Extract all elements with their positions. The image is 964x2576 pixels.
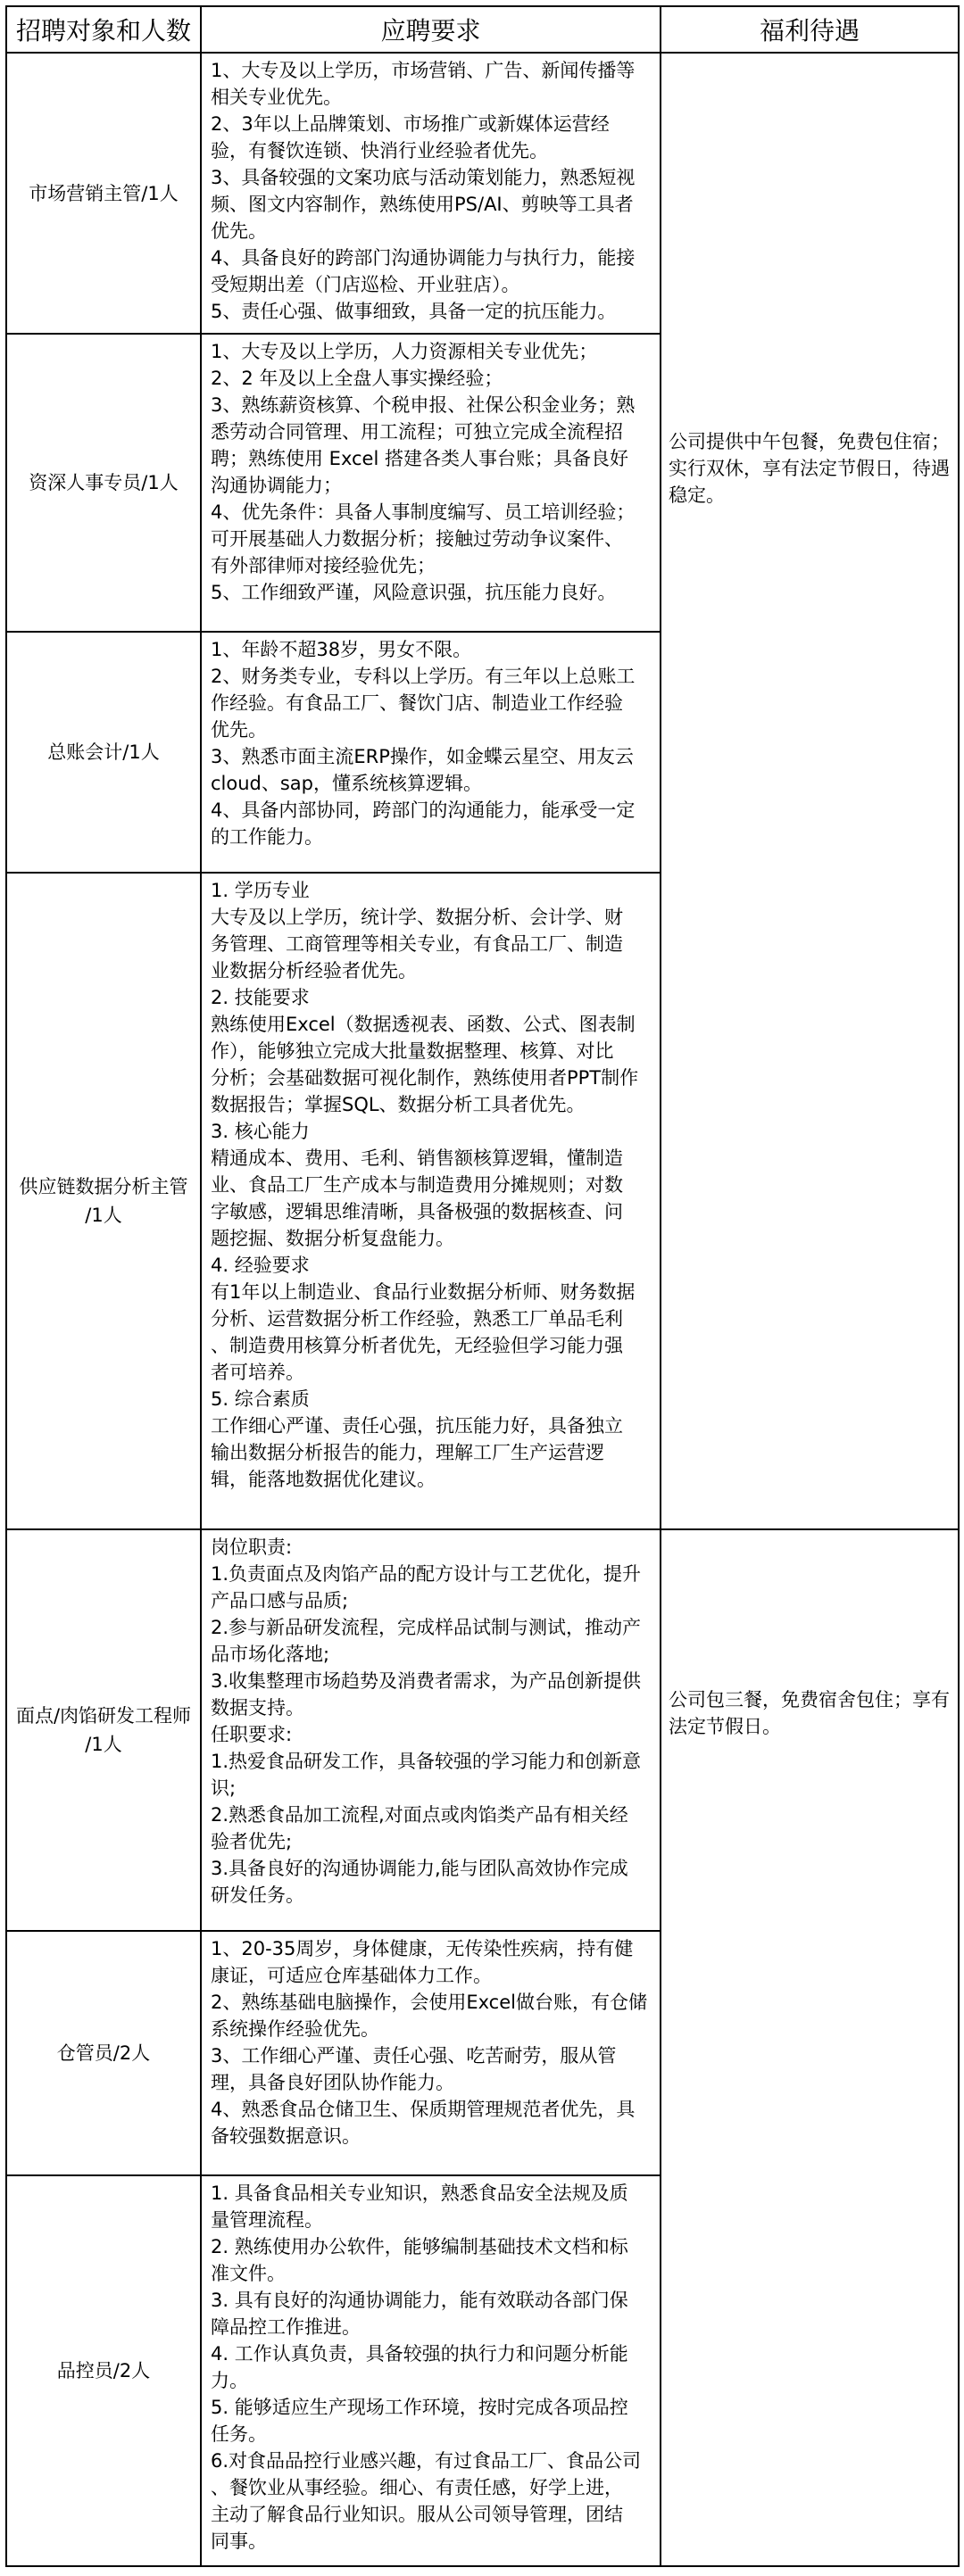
requirement-line: 作经验。有食品工厂、餐饮门店、制造业工作经验 xyxy=(211,692,623,714)
requirement-line: 系统操作经验优先。 xyxy=(211,2018,379,2040)
benefit-line: 实行双休，享有法定节假日，待遇 xyxy=(669,458,950,479)
requirement-line: 理，具备良好团队协作能力。 xyxy=(211,2072,454,2093)
requirement-line: 3.具备良好的沟通协调能力,能与团队高效协作完成 xyxy=(211,1858,628,1879)
requirement-line: 任务。 xyxy=(211,2423,267,2445)
requirement-line: 2.参与新品研发流程，完成样品试制与测试，推动产 xyxy=(211,1617,642,1638)
requirement-line: 4. 工作认真负责，具备较强的执行力和问题分析能 xyxy=(211,2343,628,2365)
requirement-line: 分析、运营数据分析工作经验，熟悉工厂单品毛利 xyxy=(211,1308,623,1329)
requirement-line: 大专及以上学历，统计学、数据分析、会计学、财 xyxy=(211,907,623,928)
requirements-cell xyxy=(201,2175,661,2566)
position-name-count: /1人 xyxy=(85,1205,122,1226)
position-cell xyxy=(6,632,201,873)
requirement-line: 有外部律师对接经验优先； xyxy=(211,555,436,576)
position-name-count: /1人 xyxy=(85,1734,122,1755)
requirement-line: 的工作能力。 xyxy=(211,826,323,848)
requirement-line: 有1年以上制造业、食品行业数据分析师、财务数据 xyxy=(211,1281,636,1303)
requirement-line: 频、图文内容制作，熟练使用PS/AI、剪映等工具者 xyxy=(211,194,634,215)
requirement-line: 1、大专及以上学历，市场营销、广告、新闻传播等 xyxy=(211,60,636,81)
requirement-line: 沟通协调能力； xyxy=(211,475,342,496)
requirement-line: 3、熟练薪资核算、个税申报、社保公积金业务；熟 xyxy=(211,394,636,416)
position-name: 总账会计/1人 xyxy=(47,741,160,763)
requirement-line: 可开展基础人力数据分析；接触过劳动争议案件、 xyxy=(211,528,623,550)
position-cell xyxy=(6,1529,201,1931)
requirement-line: cloud、sap，懂系统核算逻辑。 xyxy=(211,773,483,794)
requirement-line: 3.收集整理市场趋势及消费者需求，为产品创新提供 xyxy=(211,1670,642,1692)
requirement-line: 悉劳动合同管理、用工流程；可独立完成全流程招 xyxy=(211,421,623,443)
position-cell xyxy=(6,334,201,632)
requirement-line: 数据报告；掌握SQL、数据分析工具者优先。 xyxy=(211,1094,586,1115)
requirement-line: 产品口感与品质; xyxy=(211,1590,349,1611)
requirement-line: 3、具备较强的文案功底与活动策划能力，熟悉短视 xyxy=(211,167,636,188)
requirement-line: 1. 学历专业 xyxy=(211,880,310,901)
requirement-line: 力。 xyxy=(211,2370,248,2391)
requirement-line: 1. 具备食品相关专业知识，熟悉食品安全法规及质 xyxy=(211,2183,628,2204)
requirement-line: 优先。 xyxy=(211,719,267,741)
position-name: 市场营销主管/1人 xyxy=(29,182,179,204)
requirements-cell xyxy=(201,1931,661,2175)
requirement-line: 4. 经验要求 xyxy=(211,1255,310,1276)
requirement-line: 2. 技能要求 xyxy=(211,987,310,1008)
requirements-cell xyxy=(201,53,661,334)
requirement-line: 务管理、工商管理等相关专业，有食品工厂、制造 xyxy=(211,933,623,955)
requirement-line: 同事。 xyxy=(211,2530,267,2552)
requirement-line: 3、熟悉市面主流ERP操作，如金蝶云星空、用友云 xyxy=(211,746,634,767)
position-name: 品控员/2人 xyxy=(56,2360,151,2381)
requirement-line: 5、责任心强、做事细致，具备一定的抗压能力。 xyxy=(211,301,617,322)
requirement-line: 主动了解食品行业知识。服从公司领导管理，团结 xyxy=(211,2504,623,2525)
benefits-cell xyxy=(661,1529,959,2566)
requirement-line: 工作细心严谨、责任心强，抗压能力好，具备独立 xyxy=(211,1415,623,1437)
requirement-line: 受短期出差（门店巡检、开业驻店）。 xyxy=(211,274,520,295)
header-benefits: 福利待遇 xyxy=(661,6,959,53)
requirement-line: 4、熟悉食品仓储卫生、保质期管理规范者优先，具 xyxy=(211,2099,636,2120)
requirement-line: 题挖掘、数据分析复盘能力。 xyxy=(211,1228,454,1249)
benefits-cell xyxy=(661,53,959,1529)
position-cell xyxy=(6,53,201,334)
requirement-line: 2、熟练基础电脑操作，会使用Excel做台账，有仓储 xyxy=(211,1992,647,2013)
header-row xyxy=(6,6,959,53)
table-row xyxy=(6,53,959,334)
position-cell xyxy=(6,1931,201,2175)
requirement-line: 业数据分析经验者优先。 xyxy=(211,960,417,982)
requirement-line: 6.对食品品控行业感兴趣，有过食品工厂、食品公司 xyxy=(211,2450,642,2472)
requirement-line: 输出数据分析报告的能力，理解工厂生产运营逻 xyxy=(211,1442,604,1463)
requirement-line: 备较强数据意识。 xyxy=(211,2125,361,2147)
requirement-line: 精通成本、费用、毛利、销售额核算逻辑，懂制造 xyxy=(211,1147,623,1169)
requirement-line: 分析；会基础数据可视化制作，熟练使用者PPT制作 xyxy=(211,1067,639,1089)
header-requirements: 应聘要求 xyxy=(201,6,661,53)
benefit-line: 法定节假日。 xyxy=(669,1716,781,1737)
benefit-line: 公司提供中午包餐，免费包住宿； xyxy=(669,431,950,452)
requirement-line: 2、2 年及以上全盘人事实操经验； xyxy=(211,368,503,389)
requirement-line: 1.热爱食品研发工作，具备较强的学习能力和创新意 xyxy=(211,1751,642,1772)
requirement-line: 任职要求: xyxy=(211,1724,293,1745)
requirement-line: 4、具备内部协同，跨部门的沟通能力，能承受一定 xyxy=(211,799,636,821)
requirement-line: 障品控工作推进。 xyxy=(211,2316,361,2338)
requirement-line: 、餐饮业从事经验。细心、有责任感，好学上进， xyxy=(211,2477,623,2498)
benefit-line: 公司包三餐，免费宿舍包住；享有 xyxy=(669,1689,950,1710)
requirement-line: 1、20-35周岁，身体健康，无传染性疾病，持有健 xyxy=(211,1938,634,1959)
requirement-line: 、制造费用核算分析者优先，无经验但学习能力强 xyxy=(211,1335,623,1356)
header-position: 招聘对象和人数 xyxy=(6,6,201,53)
recruitment-table xyxy=(5,5,960,2567)
requirements-cell xyxy=(201,334,661,632)
requirement-line: 5、工作细致严谨，风险意识强，抗压能力良好。 xyxy=(211,582,617,603)
position-cell xyxy=(6,2175,201,2566)
requirement-line: 1、年龄不超38岁，男女不限。 xyxy=(211,639,472,660)
requirement-line: 字敏感，逻辑思维清晰，具备极强的数据核查、问 xyxy=(211,1201,623,1222)
requirement-line: 2. 熟练使用办公软件，能够编制基础技术文档和标 xyxy=(211,2236,628,2257)
requirement-line: 岗位职责: xyxy=(211,1536,293,1558)
requirement-line: 4、优先条件：具备人事制度编写、员工培训经验； xyxy=(211,501,636,523)
requirement-line: 3、工作细心严谨、责任心强、吃苦耐劳，服从管 xyxy=(211,2045,617,2067)
table-row xyxy=(6,1529,959,1931)
benefit-line: 稳定。 xyxy=(669,485,725,506)
requirement-line: 2.熟悉食品加工流程,对面点或肉馅类产品有相关经 xyxy=(211,1804,628,1826)
requirement-line: 1、大专及以上学历，人力资源相关专业优先； xyxy=(211,341,598,362)
requirements-cell xyxy=(201,632,661,873)
requirement-line: 相关专业优先。 xyxy=(211,87,342,108)
position-name: 供应链数据分析主管 xyxy=(19,1176,188,1197)
position-name: 面点/肉馅研发工程师 xyxy=(15,1705,192,1727)
requirement-line: 者可培养。 xyxy=(211,1362,304,1383)
position-name: 资深人事专员/1人 xyxy=(29,472,179,493)
requirement-line: 品市场化落地; xyxy=(211,1644,330,1665)
requirement-line: 3. 核心能力 xyxy=(211,1121,310,1142)
requirement-line: 5. 综合素质 xyxy=(211,1388,310,1410)
requirement-line: 4、具备良好的跨部门沟通协调能力与执行力，能接 xyxy=(211,247,636,269)
requirement-line: 识; xyxy=(211,1777,237,1799)
requirement-line: 业、食品工厂生产成本与制造费用分摊规则；对数 xyxy=(211,1174,623,1196)
requirement-line: 准文件。 xyxy=(211,2263,286,2284)
requirement-line: 5. 能够适应生产现场工作环境，按时完成各项品控 xyxy=(211,2397,628,2418)
requirement-line: 2、3年以上品牌策划、市场推广或新媒体运营经 xyxy=(211,113,610,135)
requirement-line: 康证，可适应仓库基础体力工作。 xyxy=(211,1965,492,1986)
requirement-line: 聘；熟练使用 Excel 搭建各类人事台账；具备良好 xyxy=(211,448,628,469)
requirement-line: 研发任务。 xyxy=(211,1884,304,1906)
requirement-line: 1.负责面点及肉馅产品的配方设计与工艺优化，提升 xyxy=(211,1563,642,1585)
requirement-line: 优先。 xyxy=(211,220,267,242)
requirement-line: 辑，能落地数据优化建议。 xyxy=(211,1469,436,1490)
requirements-cell xyxy=(201,1529,661,1931)
requirement-line: 3. 具有良好的沟通协调能力，能有效联动各部门保 xyxy=(211,2290,628,2311)
requirements-cell xyxy=(201,873,661,1529)
requirement-line: 量管理流程。 xyxy=(211,2209,323,2231)
position-name: 仓管员/2人 xyxy=(56,2042,151,2064)
position-cell xyxy=(6,873,201,1529)
requirement-line: 熟练使用Excel（数据透视表、函数、公式、图表制 xyxy=(211,1014,636,1035)
requirement-line: 作），能够独立完成大批量数据整理、核算、对比 xyxy=(211,1040,614,1062)
requirement-line: 2、财务类专业，专科以上学历。有三年以上总账工 xyxy=(211,666,636,687)
requirement-line: 验者优先; xyxy=(211,1831,293,1852)
requirement-line: 验，有餐饮连锁、快消行业经验者优先。 xyxy=(211,140,548,162)
requirement-line: 数据支持。 xyxy=(211,1697,304,1719)
